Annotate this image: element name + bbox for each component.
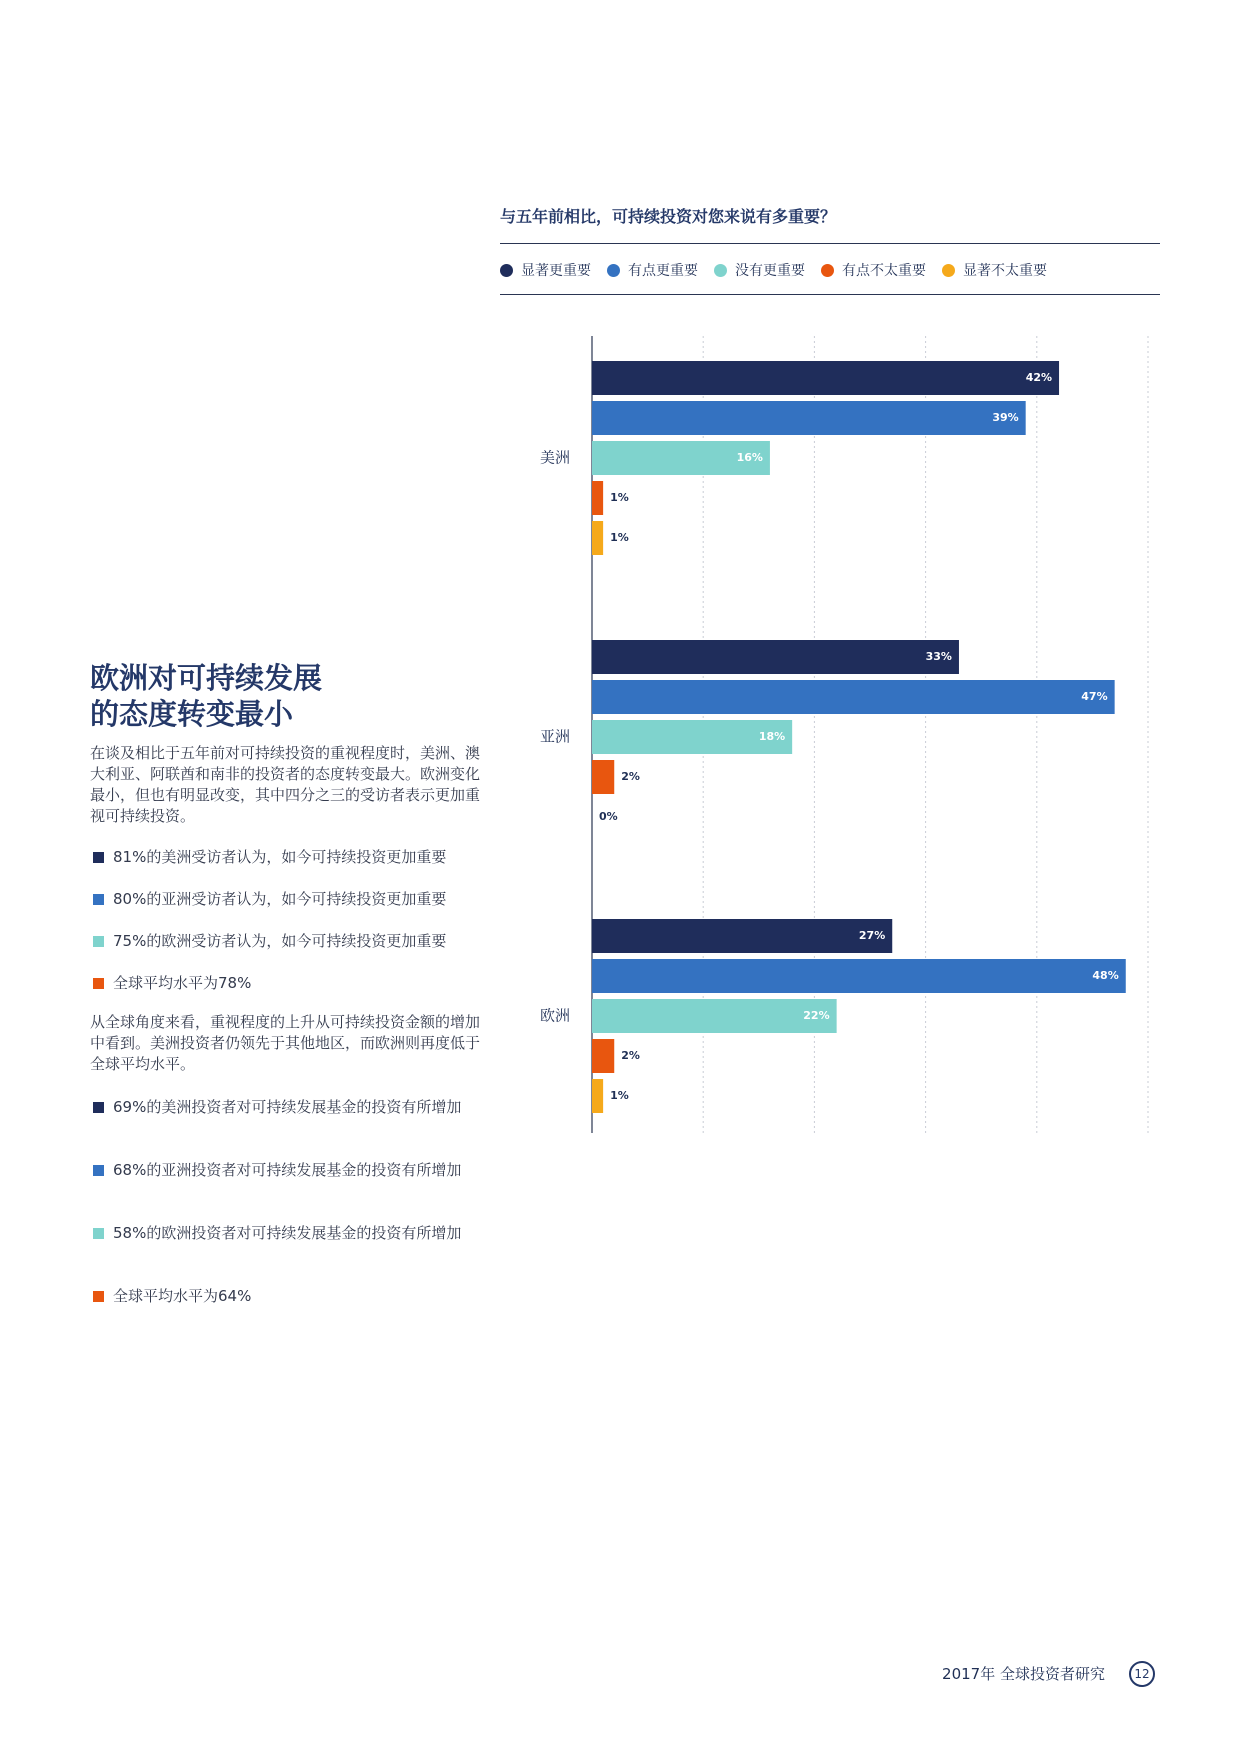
data-label: 2%	[621, 770, 640, 783]
bullet-text: 75%的欧洲受访者认为，如今可持续投资更加重要	[113, 932, 447, 950]
bar	[592, 361, 1059, 395]
legend-label: 有点更重要	[628, 263, 698, 279]
legend-label: 显著不太重要	[963, 263, 1047, 279]
footer-title: 2017年 全球投资者研究	[942, 1665, 1105, 1683]
legend-label: 没有更重要	[735, 263, 805, 279]
bar	[592, 999, 837, 1033]
bar	[592, 481, 603, 515]
data-label: 33%	[925, 650, 952, 663]
bar	[592, 680, 1115, 714]
category-label: 亚洲	[539, 727, 570, 746]
growth-paragraph: 从全球角度来看，重视程度的上升从可持续投资金额的增加中看到。美洲投资者仍领先于其他地区，而欧洲则再度低于全球平均水平。	[90, 1013, 481, 1073]
bar	[592, 959, 1126, 993]
data-label: 42%	[1025, 371, 1053, 384]
data-label: 39%	[992, 411, 1019, 424]
category-label: 美洲	[539, 448, 570, 467]
bullet-square-icon	[93, 1291, 104, 1302]
data-label: 27%	[858, 929, 886, 942]
bullet-square-icon	[93, 978, 104, 989]
bar	[592, 760, 614, 794]
bullet-text: 68%的亚洲投资者对可持续发展基金的投资有所增加	[113, 1161, 462, 1179]
bullet-square-icon	[93, 936, 104, 947]
section-heading	[90, 660, 470, 732]
heading-line-2: 的态度转变最小	[90, 697, 294, 731]
bullet-square-icon	[93, 1102, 104, 1113]
bullet-text: 全球平均水平为64%	[113, 1287, 252, 1305]
data-label: 22%	[803, 1009, 830, 1022]
bullet-square-icon	[93, 1228, 104, 1239]
bullet-text: 81%的美洲受访者认为，如今可持续投资更加重要	[113, 848, 447, 866]
data-label: 0%	[599, 810, 618, 823]
data-label: 16%	[736, 451, 763, 464]
bar	[592, 401, 1026, 435]
bullet-text: 58%的欧洲投资者对可持续发展基金的投资有所增加	[113, 1224, 462, 1242]
data-label: 1%	[610, 491, 629, 504]
page-number: 12	[1129, 1661, 1155, 1687]
bullet-square-icon	[93, 852, 104, 863]
data-label: 47%	[1081, 690, 1108, 703]
data-label: 48%	[1092, 969, 1119, 982]
bar	[592, 521, 603, 555]
intro-paragraph: 在谈及相比于五年前对可持续投资的重视程度时，美洲、澳大利亚、阿联酋和南非的投资者的态度转变最大。欧洲变化最小，但也有明显改变，其中四分之三的受访者表示更加重视可持续投资。	[90, 744, 481, 825]
bullet-square-icon	[93, 1165, 104, 1176]
data-label: 1%	[610, 531, 629, 544]
bullet-text: 80%的亚洲受访者认为，如今可持续投资更加重要	[113, 890, 447, 908]
bullet-text: 全球平均水平为78%	[113, 974, 252, 992]
bar	[592, 1079, 603, 1113]
data-label: 1%	[610, 1089, 629, 1102]
category-label: 欧洲	[539, 1006, 570, 1025]
bullet-square-icon	[93, 894, 104, 905]
bar	[592, 640, 959, 674]
data-label: 2%	[621, 1049, 640, 1062]
bullet-text: 69%的美洲投资者对可持续发展基金的投资有所增加	[113, 1098, 462, 1116]
legend-label: 有点不太重要	[842, 263, 926, 279]
data-label: 18%	[758, 730, 786, 743]
chart-title: 与五年前相比，可持续投资对您来说有多重要？	[500, 207, 837, 226]
bar	[592, 919, 892, 953]
legend-label: 显著更重要	[521, 263, 591, 279]
bar	[592, 1039, 614, 1073]
heading-line-1: 欧洲对可持续发展	[90, 661, 323, 695]
